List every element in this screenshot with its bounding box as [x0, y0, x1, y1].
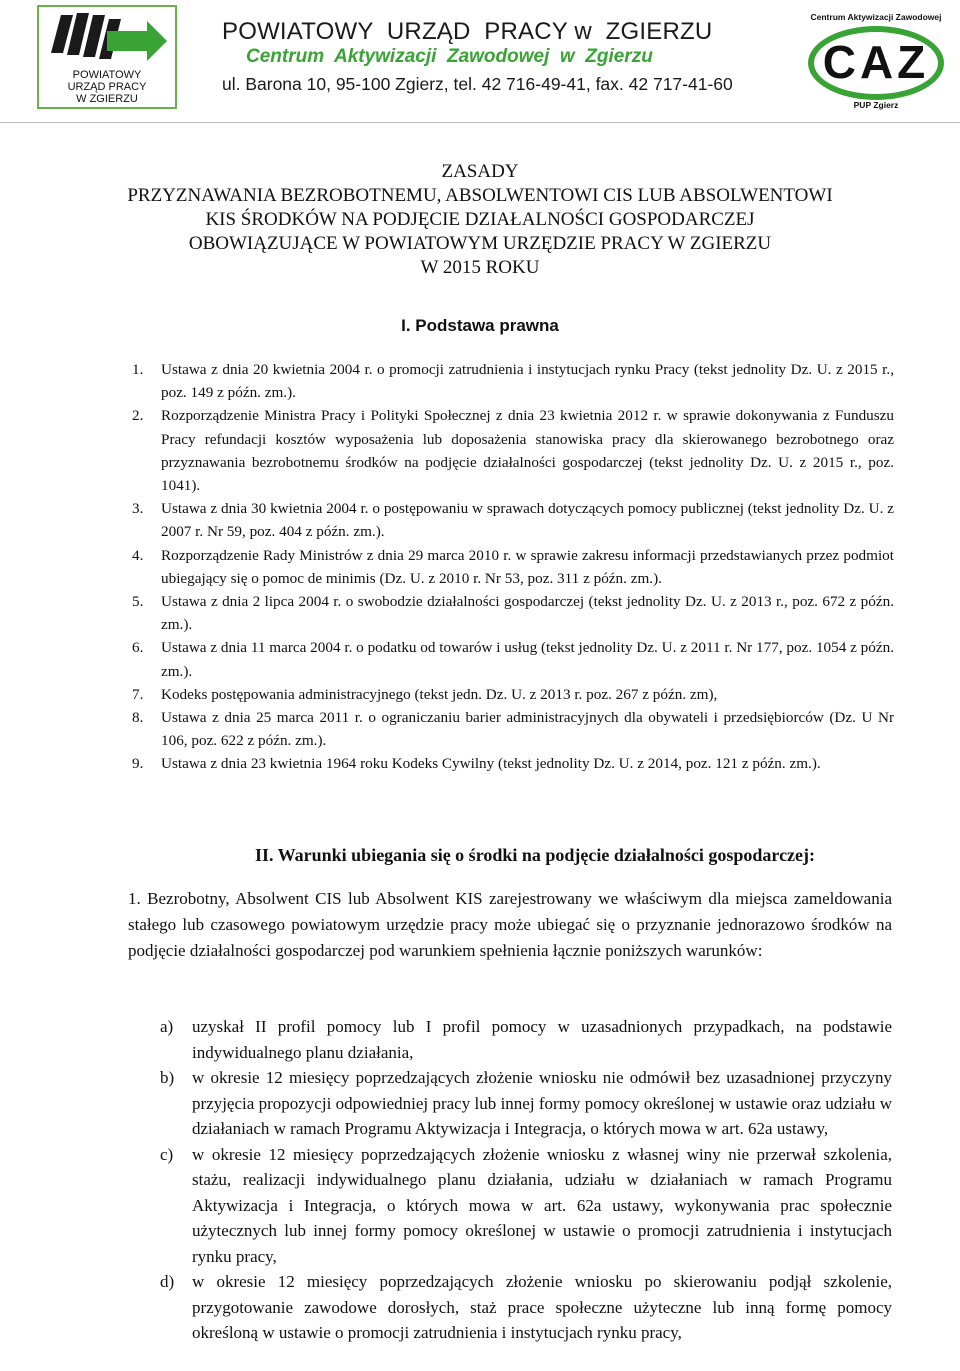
office-name: POWIATOWY URZĄD PRACY w ZGIERZU: [222, 18, 713, 45]
center-name: Centrum Aktywizacji Zawodowej w Zgierzu: [246, 46, 653, 67]
legal-item-text: Ustawa z dnia 20 kwietnia 2004 r. o promocji zatrudnienia i instytucjach rynku Pracy (tekst jednolity Dz. U. z 2015 r., poz. 149 z późn. zm.).: [161, 361, 894, 402]
legal-item-number: 6.: [132, 639, 144, 657]
condition-text: w okresie 12 miesięcy poprzedzających złożenie wniosku po skierowaniu podjął szkolenie, przygotowanie zawodowe dorosłych, staż prace społeczne użyteczne lub inną formę pomocy określoną w ustawie o promocji zatrudnienia i instytucjach rynku pracy,: [192, 1272, 892, 1342]
condition-label: c): [160, 1144, 174, 1164]
title-line-4: OBOWIĄZUJĄCE W POWIATOWYM URZĘDZIE PRACY W ZGIERZU: [188, 233, 772, 254]
legal-item-number: 3.: [132, 500, 144, 518]
legal-item: [132, 404, 894, 497]
pup-logo: [37, 5, 177, 109]
logo-left-line-2: URZĄD PRACY: [67, 81, 147, 93]
legal-item-text: Ustawa z dnia 2 lipca 2004 r. o swobodzie działalności gospodarczej (tekst jednolity Dz. U. z 2013 r., poz. 672 z późn. zm.).: [161, 593, 894, 634]
section-2-paragraph: 1. Bezrobotny, Absolwent CIS lub Absolwent KIS zarejestrowany we właściwym dla miejsca zameldowania stałego lub czasowego powiatowym urzędzie pracy może ubiegać się o przyznanie jednorazowo środków na podjęcie działalności gospodarczej pod warunkiem spełnienia łącznie poniższych warunków:: [128, 889, 892, 960]
legal-item: [132, 752, 894, 775]
letterhead-text: [222, 18, 733, 97]
legal-item-text: Rozporządzenie Rady Ministrów z dnia 29 marca 2010 r. w sprawie zakresu informacji przedstawianych przez podmiot ubiegający się o pomoc de minimis (Dz. U. z 2010 r. Nr 53, poz. 311 z późn. zm.).: [161, 546, 894, 587]
legal-item-text: Ustawa z dnia 30 kwietnia 2004 r. o postępowaniu w sprawach dotyczących pomocy publicznej (tekst jednolity Dz. U. z 2007 r. Nr 59, poz. 404 z późn. zm.).: [161, 500, 894, 541]
condition-text: uzyskał II profil pomocy lub I profil pomocy w uzasadnionych przypadkach, na podstawie indywidualnego planu działania,: [192, 1017, 892, 1062]
condition-label: a): [160, 1017, 174, 1036]
condition-item: [160, 1065, 892, 1142]
legal-item-number: 9.: [132, 755, 144, 773]
legal-item-number: 4.: [132, 546, 144, 564]
title-line-1: ZASADY: [441, 161, 519, 182]
condition-item: [160, 1014, 892, 1065]
caz-logo-top-text: Centrum Aktywizacji Zawodowej: [810, 12, 942, 22]
legal-item-number: 1.: [132, 361, 144, 378]
legal-item-number: 7.: [132, 685, 144, 703]
running-figures-icon: [43, 9, 173, 69]
section-1-heading: I. Podstawa prawna: [401, 316, 559, 335]
legal-item: [132, 590, 894, 636]
condition-item: [160, 1142, 892, 1270]
legal-item-number: 5.: [132, 593, 144, 611]
caz-logo-bottom-text: PUP Zgierz: [853, 100, 899, 110]
legal-item: [132, 636, 894, 682]
conditions-list: [160, 1014, 892, 1346]
section-2-heading: II. Warunki ubiegania się o środki na podjęcie działalności gospodarczej:: [254, 845, 816, 865]
caz-letters: CAZ: [822, 36, 930, 88]
legal-item: [132, 683, 894, 706]
document-title: [0, 160, 960, 280]
legal-item-text: Kodeks postępowania administracyjnego (tekst jedn. Dz. U. z 2013 r. poz. 267 z późn. zm),: [161, 685, 718, 703]
caz-logo: [802, 12, 950, 114]
legal-item-number: 2.: [132, 407, 144, 425]
condition-text: w okresie 12 miesięcy poprzedzających złożenie wniosku z własnej winy nie przerwał szkolenia, stażu, realizacji indywidualnego planu działania, udziału w działaniach w ramach Programu Aktywizacja i Integracja, o których mowa w art. 62a ustawy, wykonywania prac społecznie użytecznych lub innej formy pomocy określonej w ustawie o promocji zatrudnienia i instytucjach rynku pracy,: [192, 1144, 892, 1266]
legal-item-number: 8.: [132, 709, 144, 727]
condition-item: [160, 1269, 892, 1346]
legal-item: [132, 358, 894, 404]
legal-basis-list: [132, 358, 894, 776]
letterhead: [0, 0, 960, 123]
legal-item: [132, 706, 894, 752]
legal-item-text: Rozporządzenie Ministra Pracy i Polityki Społecznej z dnia 23 kwietnia 2012 r. w sprawie dokonywania z Funduszu Pracy refundacji kosztów wyposażenia lub doposażenia stanowiska pracy dla skierowanego bezrobotnego oraz przyznawania bezrobotnemu środków na podjęcie działalności gospodarczej (tekst jednolity Dz. U. z 2015 r., poz. 1041).: [161, 407, 894, 495]
legal-item: [132, 497, 894, 543]
title-line-2: PRZYZNAWANIA BEZROBOTNEMU, ABSOLWENTOWI CIS LUB ABSOLWENTOWI: [127, 185, 833, 206]
logo-left-line-3: W ZGIERZU: [76, 93, 138, 105]
title-line-5: W 2015 ROKU: [420, 257, 540, 278]
condition-label: d): [160, 1272, 175, 1291]
logo-left-line-1: POWIATOWY: [72, 69, 142, 81]
condition-text: w okresie 12 miesięcy poprzedzających złożenie wniosku nie odmówił bez uzasadnionej przyczyny przyjęcia propozycji odpowiedniej pracy lub innej formy pomocy określonej w ustawie oraz udziału w działaniach w ramach Programu Aktywizacja i Integracja, o których mowa w art. 62a ustawy,: [192, 1068, 892, 1138]
legal-item-text: Ustawa z dnia 23 kwietnia 1964 roku Kodeks Cywilny (tekst jednolity Dz. U. z 2014, poz. 121 z późn. zm.).: [161, 755, 821, 773]
legal-item: [132, 544, 894, 590]
legal-item-text: Ustawa z dnia 25 marca 2011 r. o ograniczaniu barier administracyjnych dla obywateli i przedsiębiorców (Dz. U Nr 106, poz. 622 z późn. zm.).: [161, 709, 894, 750]
condition-label: b): [160, 1068, 175, 1087]
title-line-3: KIS ŚRODKÓW NA PODJĘCIE DZIAŁALNOŚCI GOSPODARCZEJ: [205, 209, 755, 230]
legal-item-text: Ustawa z dnia 11 marca 2004 r. o podatku od towarów i usług (tekst jednolity Dz. U. z 2011 r. Nr 177, poz. 1054 z późn. zm.).: [161, 639, 894, 680]
office-address: ul. Barona 10, 95-100 Zgierz, tel. 42 716-49-41, fax. 42 717-41-60: [222, 74, 733, 94]
